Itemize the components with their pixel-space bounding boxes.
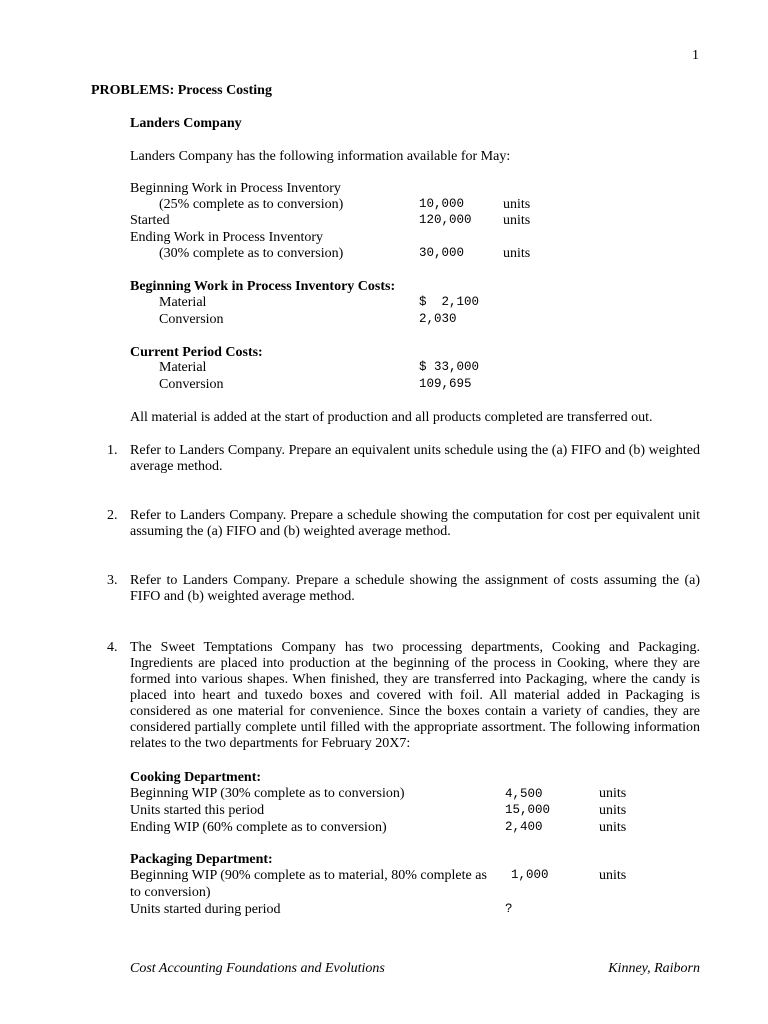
problem-2-number: 2.	[107, 508, 118, 523]
cooking-row-value: 15,000	[505, 803, 551, 817]
problem-3-text: Refer to Landers Company. Prepare a schedule showing the assignment of costs assuming the (a) FIFO and (b) weighted average method.	[130, 573, 700, 604]
cooking-row-label: Ending WIP (60% complete as to conversion)	[130, 820, 387, 835]
packaging-bwip-value: 1,000	[511, 868, 549, 882]
packaging-bwip-unit: units	[599, 868, 627, 883]
packaging-started-label: Units started during period	[130, 902, 281, 917]
cooking-row-label: Beginning WIP (30% complete as to conversion)	[130, 786, 405, 801]
current-material-value: $ 33,000	[419, 360, 480, 374]
problem-3-number: 3.	[107, 573, 118, 588]
bwip-conversion-label: Conversion	[159, 312, 224, 327]
footer-title: Cost Accounting Foundations and Evolutions	[130, 961, 385, 976]
bwip-unit: units	[503, 197, 531, 212]
started-value: 120,000	[419, 213, 472, 227]
cooking-row-value: 2,400	[505, 820, 543, 834]
packaging-started-value: ?	[505, 902, 513, 916]
problem-1-number: 1.	[107, 443, 118, 458]
problem-1-text: Refer to Landers Company. Prepare an equivalent units schedule using the (a) FIFO and (b) weighted average method.	[130, 443, 700, 474]
current-conversion-value: 109,695	[419, 377, 472, 391]
current-costs-title: Current Period Costs:	[130, 345, 263, 360]
current-conversion-label: Conversion	[159, 377, 224, 392]
page-heading: PROBLEMS: Process Costing	[91, 83, 272, 98]
current-material-label: Material	[159, 360, 207, 375]
page-number: 1	[692, 48, 699, 63]
cooking-title: Cooking Department:	[130, 770, 262, 785]
cooking-row-unit: units	[599, 786, 627, 801]
cooking-row-unit: units	[599, 803, 627, 818]
problem-4-text: The Sweet Temptations Company has two processing departments, Cooking and Packaging. Ingredients are placed into production at the beginning of the process in Cooking, where they are formed into various shapes. When finished, they are transferred into Packaging, where the candy is placed into heart and tuxedo boxes and covered with foil. All material added in Packaging is considered as one material for convenience. Since the boxes contain a variety of candies, they are considered partially complete until filled with the appropriate assortment. The following information relates to the two departments for February 20X7:	[130, 640, 700, 751]
problem-4-number: 4.	[107, 640, 118, 655]
cooking-row-label: Units started this period	[130, 803, 265, 818]
problem-2-text: Refer to Landers Company. Prepare a schedule showing the computation for cost per equivalent unit assuming the (a) FIFO and (b) weighted average method.	[130, 508, 700, 539]
company-title: Landers Company	[130, 116, 242, 131]
bwip-material-value: $ 2,100	[419, 295, 480, 309]
ewip-sub: (30% complete as to conversion)	[159, 246, 344, 261]
packaging-bwip-line1: Beginning WIP (90% complete as to material, 80% complete as	[130, 868, 487, 883]
bwip-costs-title: Beginning Work in Process Inventory Costs:	[130, 279, 396, 294]
material-note: All material is added at the start of production and all products completed are transferred out.	[130, 410, 653, 425]
intro-text: Landers Company has the following information available for May:	[130, 149, 511, 164]
packaging-bwip-line2: to conversion)	[130, 885, 211, 900]
footer-authors: Kinney, Raiborn	[608, 961, 700, 976]
ewip-unit: units	[503, 246, 531, 261]
cooking-row-value: 4,500	[505, 787, 543, 801]
ewip-label: Ending Work in Process Inventory	[130, 230, 324, 245]
started-label: Started	[130, 213, 170, 228]
bwip-material-label: Material	[159, 295, 207, 310]
bwip-label: Beginning Work in Process Inventory	[130, 181, 341, 196]
packaging-title: Packaging Department:	[130, 852, 273, 867]
bwip-value: 10,000	[419, 197, 465, 211]
cooking-row-unit: units	[599, 820, 627, 835]
started-unit: units	[503, 213, 531, 228]
ewip-value: 30,000	[419, 246, 465, 260]
bwip-sub: (25% complete as to conversion)	[159, 197, 344, 212]
bwip-conversion-value: 2,030	[419, 312, 457, 326]
